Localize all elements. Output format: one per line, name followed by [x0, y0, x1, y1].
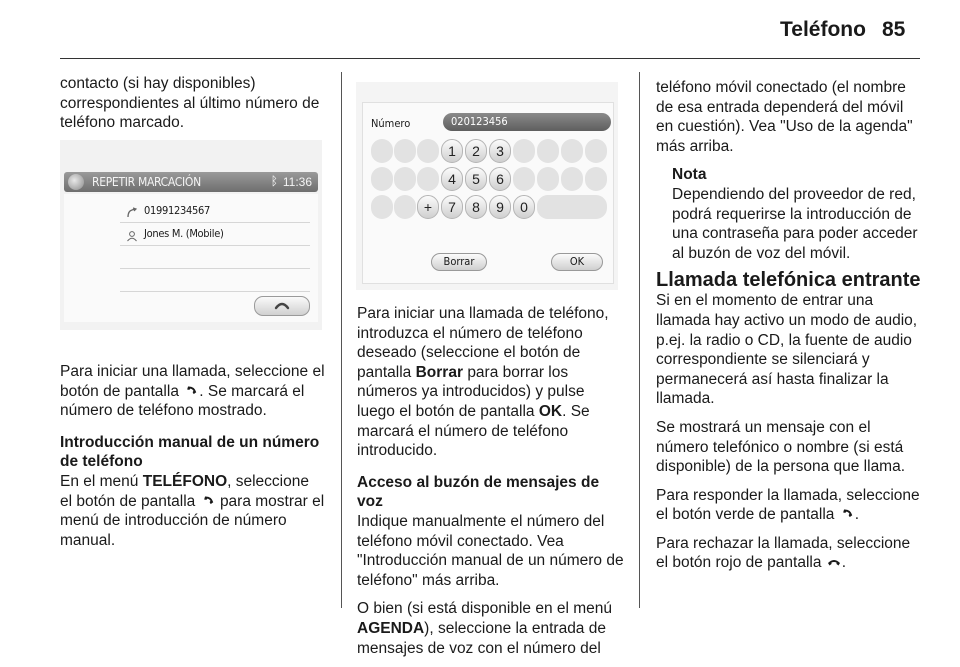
clock: 11:36: [282, 175, 312, 189]
call-instruction-b: . Se marcará el número de teléfono mostrado.: [60, 382, 305, 420]
keypad-text-c: . Se marcará el número de teléfono introducido.: [357, 402, 590, 460]
incoming-text-1: Si en el momento de entrar una llamada hay activo un modo de audio, p.ej. la radio o CD, la fuente de audio correspondiente se silenciará y permanecerá así hasta finalizar la llamada.: [656, 292, 918, 408]
intro-paragraph: contacto (si hay disponibles) correspondientes al último número de teléfono marcado.: [60, 75, 320, 132]
keypad-screenshot: [356, 82, 618, 290]
key-2[interactable]: 2: [465, 139, 487, 163]
redial-panel: [64, 194, 318, 322]
key-6[interactable]: 6: [489, 167, 511, 191]
borrar-label: Borrar: [415, 363, 463, 381]
ok-button[interactable]: OK: [551, 253, 603, 271]
number-label: Número: [371, 117, 411, 130]
key-3[interactable]: 3: [489, 139, 511, 163]
key-9[interactable]: 9: [489, 195, 511, 219]
agenda-text-b: ), seleccione la entrada de mensajes de voz con el número del: [357, 619, 606, 657]
page-number: 85: [882, 18, 906, 41]
voicemail-heading: Acceso al buzón de mensajes de voz: [357, 473, 600, 511]
page-title: Teléfono: [780, 18, 866, 41]
list-item[interactable]: [120, 246, 310, 269]
incoming-text-2: Se mostrará un mensaje con el número telefónico o nombre (si está disponible) de la persona que llama.: [656, 418, 906, 476]
contact-icon: [126, 228, 138, 240]
key-0[interactable]: 0: [513, 195, 535, 219]
note-title: Nota: [672, 166, 707, 184]
column-1: [60, 74, 325, 142]
call-instruction-a: Para iniciar una llamada, seleccione el botón de pantalla: [60, 363, 325, 400]
column-2: [357, 304, 625, 667]
voicemail-continued: teléfono móvil conectado (el nombre de esa entrada dependerá del móvil en cuestión). Vea "Uso de la agenda" más arriba.: [656, 79, 913, 155]
column-3: [656, 78, 924, 582]
key-4[interactable]: 4: [441, 167, 463, 191]
redial-list: [120, 200, 310, 292]
bluetooth-icon: ᛒ: [270, 174, 278, 188]
key-7[interactable]: 7: [441, 195, 463, 219]
answer-text: Para responder la llamada, seleccione el botón verde de pantalla: [656, 486, 920, 524]
manual-text-c: para mostrar el menú de introducción de número manual.: [60, 492, 325, 549]
column-1-lower: [60, 362, 325, 559]
key-8[interactable]: 8: [465, 195, 487, 219]
list-item-text: Jones M. (Mobile): [144, 227, 224, 240]
note-text: Dependiendo del proveedor de red, podrá requerirse la introducción de una contraseña para poder acceder al buzón de voz del móvil.: [672, 185, 918, 262]
keypad-panel: [362, 102, 614, 284]
delete-button[interactable]: Borrar: [431, 253, 487, 271]
redial-title: REPETIR MARCACIÓN: [92, 175, 201, 189]
answer-call-icon: [839, 508, 855, 520]
column-divider-2: [639, 72, 640, 608]
key-plus[interactable]: +: [417, 195, 439, 219]
list-item[interactable]: [120, 269, 310, 292]
menu-name-agenda: AGENDA: [357, 619, 425, 637]
agenda-text-a: O bien (si está disponible en el menú: [357, 600, 613, 618]
reject-call-icon: [826, 556, 842, 568]
manual-text-a: En el menú: [60, 472, 139, 490]
call-button[interactable]: [254, 296, 310, 316]
reject-text: Para rechazar la llamada, seleccione el botón rojo de pantalla: [656, 534, 911, 572]
answer-text-end: .: [854, 506, 860, 524]
header-divider: [60, 58, 920, 59]
ok-label: OK: [538, 402, 563, 420]
redial-screenshot: [60, 140, 322, 330]
outgoing-call-icon: [126, 205, 138, 217]
call-icon: [200, 495, 216, 507]
keypad-text-a: Para iniciar una llamada de teléfono, introduzca el número de teléfono deseado (seleccione el botón de pantalla: [357, 305, 609, 381]
list-item-text: 01991234567: [144, 204, 210, 217]
menu-name-telefono: TELÉFONO: [142, 472, 228, 490]
key-1[interactable]: 1: [441, 139, 463, 163]
column-divider-1: [341, 72, 342, 608]
redial-title-bar: [64, 172, 318, 192]
number-field[interactable]: 020123456: [443, 113, 611, 131]
reject-text-end: .: [841, 554, 847, 572]
list-item[interactable]: [120, 223, 310, 246]
voicemail-text: Indique manualmente el número del teléfono móvil conectado. Vea "Introducción manual de un número de teléfono" más arriba.: [357, 512, 624, 589]
manual-text-b: , seleccione el botón de pantalla: [60, 472, 309, 510]
menu-orb-icon: [68, 174, 84, 190]
keypad-text-b: para borrar los números ya introducidos) y pulse luego el botón de pantalla: [357, 363, 585, 420]
manual-heading: Introducción manual de un número de teléfono: [60, 433, 320, 471]
incoming-call-heading: Llamada telefónica entrante: [656, 269, 921, 292]
key-5[interactable]: 5: [465, 167, 487, 191]
list-item[interactable]: [120, 200, 310, 223]
call-icon: [183, 385, 199, 397]
